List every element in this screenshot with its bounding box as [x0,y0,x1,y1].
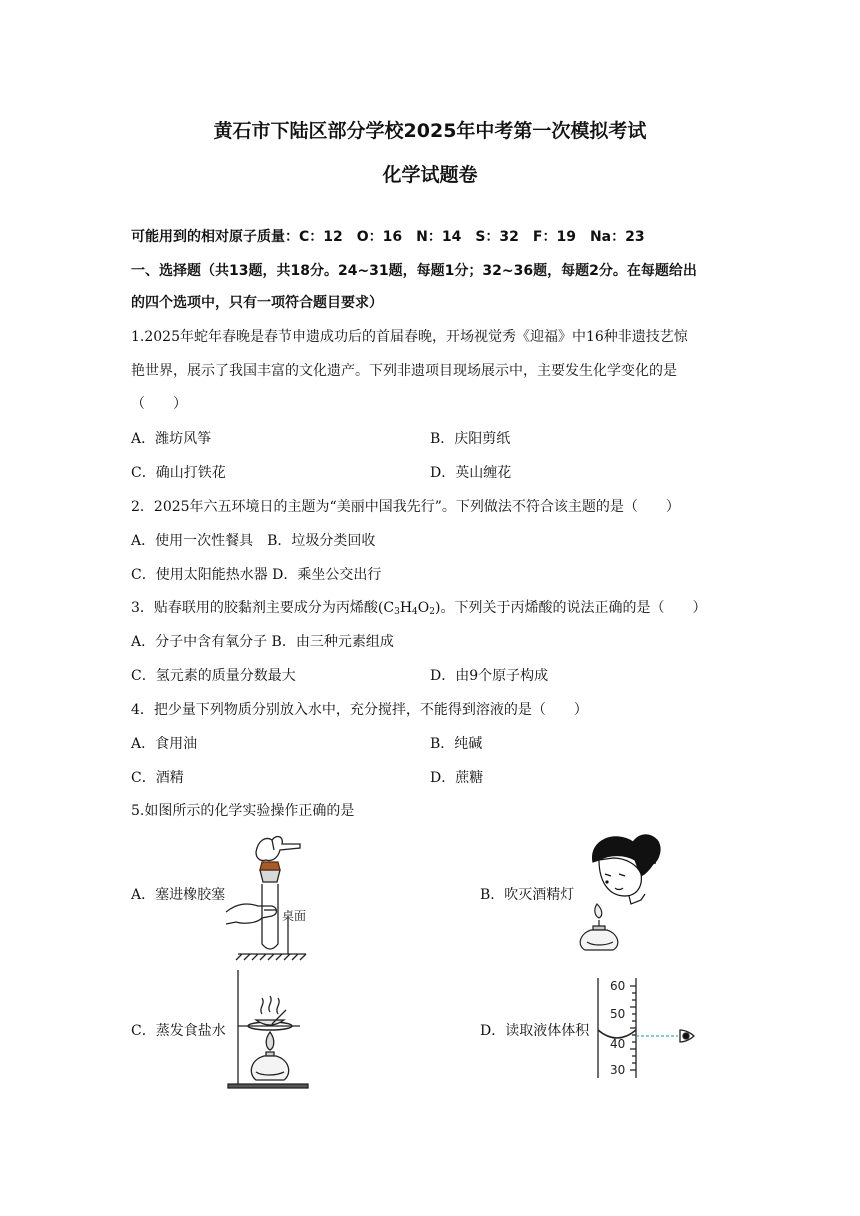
figure-blow-lamp [575,830,665,955]
q2-options-cd: C．使用太阳能热水器 D．乘坐公交出行 [131,567,382,583]
q5-option-d: D．读取液体体积 [480,1023,590,1039]
q3-option-c: C．氢元素的质量分数最大 [131,668,296,684]
tick-label-50: 50 [610,1007,626,1021]
q1-option-d: D．英山缠花 [430,465,512,481]
figure-evaporation [226,966,312,1090]
section-heading-line2: 的四个选项中，只有一项符合题目要求） [131,295,383,311]
desk-label: 桌面 [282,909,307,923]
q3-stem: 3．贴春联用的胶黏剂主要成分为丙烯酸$(C_3H_4O_2)$。下列关于丙烯酸的说法正确的是（ ） [131,600,707,617]
q4-option-a: A．食用油 [131,736,198,752]
q1-option-b: B．庆阳剪纸 [430,431,511,447]
q5-option-c: C．蒸发食盐水 [131,1023,226,1039]
q4-option-d: D．蔗糖 [430,770,484,786]
q5-stem: 5.如图所示的化学实验操作正确的是 [131,803,355,819]
tick-label-40: 40 [610,1037,626,1051]
q1-stem-line1: 1.2025年蛇年春晚是春节申遗成功后的首届春晚，开场视觉秀《迎福》中16种非遗技艺惊 [131,329,688,345]
figure-insert-stopper [222,832,322,962]
q1-stem-line3: （ ） [131,396,187,412]
q3-options-ab: A．分子中含有氧分子 B．由三种元素组成 [131,634,394,650]
exam-title: 黄石市下陆区部分学校2025年中考第一次模拟考试 [213,120,647,142]
q3-option-d: D．由9个原子构成 [430,668,549,684]
q4-option-b: B．纯碱 [430,736,483,752]
figure-read-volume [590,974,700,1082]
exam-subtitle: 化学试题卷 [382,164,478,186]
q4-option-c: C．酒精 [131,770,184,786]
tick-label-30: 30 [610,1063,626,1077]
atomic-masses: 可能用到的相对原子质量：C：12 O：16 N：14 S：32 F：19 Na：23 [131,229,645,245]
q1-option-a: A．潍坊风筝 [131,431,212,447]
q2-options-ab: A．使用一次性餐具 B．垃圾分类回收 [131,533,376,549]
section-heading-line1: 一、选择题（共13题，共18分。24~31题，每题1分；32~36题，每题2分。在每题给出 [131,263,697,279]
tick-label-60: 60 [610,979,626,993]
q1-stem-line2: 艳世界，展示了我国丰富的文化遗产。下列非遗项目现场展示中，主要发生化学变化的是 [131,363,677,379]
q4-stem: 4．把少量下列物质分别放入水中，充分搅拌，不能得到溶液的是（ ） [131,702,588,718]
q2-stem: 2．2025年六五环境日的主题为“美丽中国我先行”。下列做法不符合该主题的是（ ） [131,499,680,515]
q5-option-a: A．塞进橡胶塞 [131,887,226,903]
q5-option-b: B．吹灭酒精灯 [480,887,575,903]
q1-option-c: C．确山打铁花 [131,465,226,481]
